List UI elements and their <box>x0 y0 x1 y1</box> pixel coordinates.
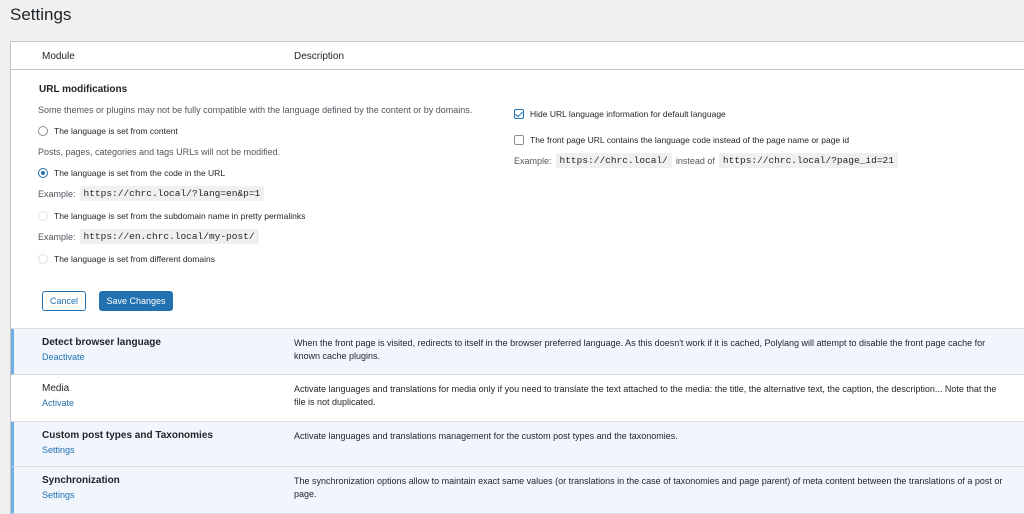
deactivate-link[interactable]: Deactivate <box>42 352 85 362</box>
table-header <box>11 42 1024 70</box>
module-description: Activate languages and translations management for the custom post types and the taxonomies. <box>294 431 678 441</box>
save-changes-button[interactable]: Save Changes <box>99 291 173 311</box>
column-header-module[interactable]: Module <box>42 51 75 62</box>
option3-example <box>38 229 263 244</box>
radio-language-from-subdomain[interactable] <box>38 211 305 221</box>
module-description: The synchronization options allow to maintain exact same values (or translations in the case of taxonomies and page parent) of meta content between the translations of a post or page. <box>294 476 1003 499</box>
radio-language-from-url-code[interactable] <box>38 168 225 178</box>
module-name: Custom post types and Taxonomies <box>42 430 213 441</box>
option1-note: Posts, pages, categories and tags URLs will not be modified. <box>38 147 281 157</box>
module-row-synchronization <box>10 467 1024 514</box>
radio-button[interactable] <box>38 254 48 264</box>
checkbox[interactable] <box>514 135 524 145</box>
radio-label: The language is set from content <box>54 126 178 136</box>
radio-language-from-content[interactable] <box>38 126 178 136</box>
example-label: Example: <box>38 231 76 242</box>
column-header-description[interactable]: Description <box>294 51 345 62</box>
checkbox-front-page-language-code[interactable] <box>514 135 849 145</box>
url-modifications-intro: Some themes or plugins may not be fully compatible with the language defined by the content or by domains. <box>38 105 473 115</box>
checkbox-hide-url-language[interactable] <box>514 109 726 119</box>
radio-label: The language is set from different domains <box>54 254 215 264</box>
module-description: When the front page is visited, redirects to itself in the browser preferred language. As this doesn't work if it is cached, Polylang will attempt to disable the front page cache for known cache plugins. <box>294 338 986 361</box>
example-label: Example: <box>38 188 76 199</box>
module-name: Detect browser language <box>42 337 161 348</box>
radio-language-from-domains[interactable] <box>38 254 215 264</box>
checkbox-label: Hide URL language information for default language <box>530 109 726 119</box>
instead-of-text: instead of <box>675 155 715 166</box>
radio-button-checked[interactable] <box>38 168 48 178</box>
example-url-front: https://chrc.local/ <box>556 153 672 168</box>
example-url-page-id: https://chrc.local/?page_id=21 <box>719 153 898 168</box>
radio-label: The language is set from the code in the URL <box>54 168 226 178</box>
url-modifications-title: URL modifications <box>39 84 128 95</box>
example-url: https://chrc.local/?lang=en&p=1 <box>80 186 265 201</box>
check2-example <box>514 153 902 168</box>
module-name: Media <box>42 383 70 394</box>
module-row-media <box>11 375 1024 422</box>
radio-button[interactable] <box>38 126 48 136</box>
url-modifications-panel <box>11 70 1024 329</box>
module-row-detect-browser-language <box>10 329 1024 375</box>
page-title: Settings <box>10 5 72 24</box>
activate-link[interactable]: Activate <box>42 398 75 408</box>
checkbox-label: The front page URL contains the language code instead of the page name or page id <box>530 135 850 145</box>
cancel-button[interactable]: Cancel <box>42 291 86 311</box>
settings-link[interactable]: Settings <box>42 445 75 455</box>
module-description: Activate languages and translations for media only if you need to translate the text attached to the media: the title, the alternative text, the caption, the description... Note that the file is not duplicated. <box>294 384 997 407</box>
settings-link[interactable]: Settings <box>42 490 75 500</box>
radio-label: The language is set from the subdomain name in pretty permalinks <box>54 211 306 221</box>
module-name: Synchronization <box>42 475 120 486</box>
radio-button[interactable] <box>38 211 48 221</box>
option2-example <box>38 186 268 201</box>
example-label: Example: <box>514 155 552 166</box>
module-row-custom-post-types <box>10 422 1024 467</box>
checkbox-checked[interactable] <box>514 109 524 119</box>
modules-table <box>10 41 1024 514</box>
example-url: https://en.chrc.local/my-post/ <box>80 229 259 244</box>
